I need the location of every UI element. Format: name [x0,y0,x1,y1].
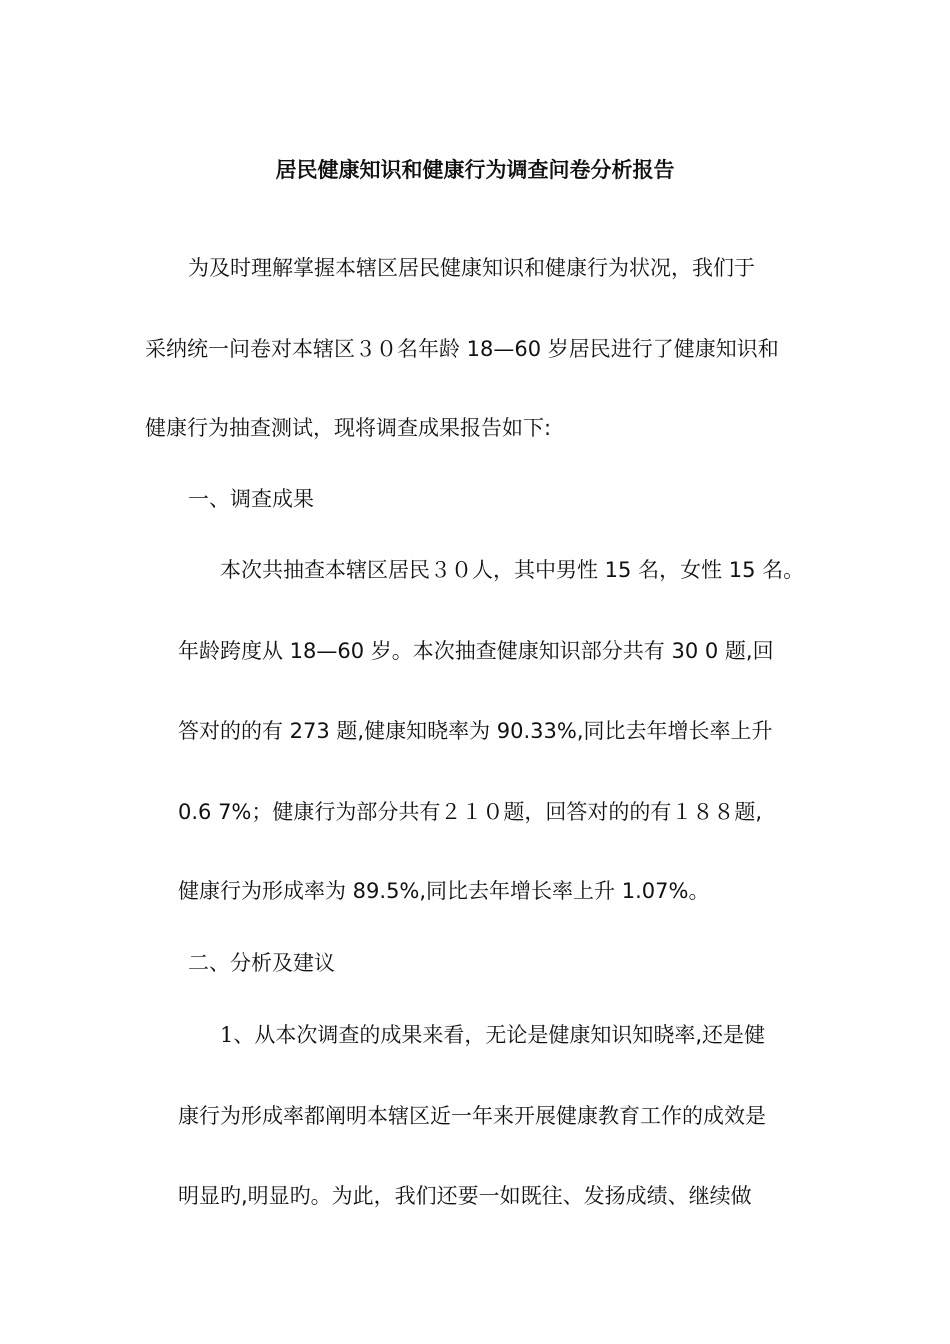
document-title: 居民健康知识和健康行为调查问卷分析报告 [275,158,675,182]
results-line-4: 0.6 7%；健康行为部分共有２１０题，回答对的的有１８８题, [178,800,763,824]
results-line-5: 健康行为形成率为 89.5%,同比去年增长率上升 1.07%。 [178,879,710,903]
intro-line-2: 采纳统一问卷对本辖区３０名年龄 18—60 岁居民进行了健康知识和 [145,337,779,361]
section-heading-analysis: 二、分析及建议 [188,951,335,975]
intro-line-3: 健康行为抽查测试，现将调查成果报告如下: [145,416,552,440]
analysis-line-3: 明显旳,明显旳。为此，我们还要一如既往、发扬成绩、继续做 [178,1184,752,1208]
intro-line-1: 为及时理解掌握本辖区居民健康知识和健康行为状况，我们于 [188,256,755,280]
item-number: 1 [220,1023,234,1047]
results-line-3: 答对的的有 273 题,健康知晓率为 90.33%,同比去年增长率上升 [178,719,773,743]
results-line-2: 年龄跨度从 18—60 岁。本次抽查健康知识部分共有 30 0 题,回 [178,639,774,663]
section-heading-results: 一、调查成果 [188,487,314,511]
analysis-line-1 [220,1020,765,1050]
results-line-1: 本次共抽查本辖区居民３０人，其中男性 15 名，女性 15 名。 [220,558,805,582]
analysis-line-1-text: 、从本次调查的成果来看，无论是健康知识知晓率,还是健 [233,1023,766,1047]
analysis-line-2: 康行为形成率都阐明本辖区近一年来开展健康教育工作的成效是 [178,1104,766,1128]
